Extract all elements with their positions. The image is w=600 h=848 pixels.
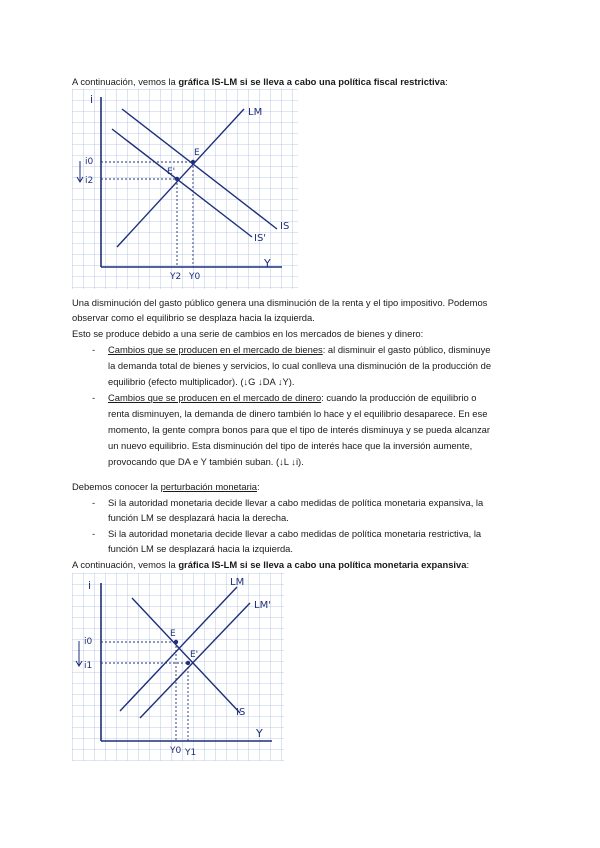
intro-fiscal-pre: A continuación, vemos la xyxy=(72,76,179,87)
bullet-restrictive-line2: función LM se desplazará hacia la izquierda. xyxy=(108,543,294,554)
is-label: IS xyxy=(236,707,246,718)
bullet-goods-line2: la demanda total de bienes y servicios, lo cual conlleva una disminución de la producción de xyxy=(108,360,492,371)
lm-prime-label: LM' xyxy=(254,600,271,611)
e-label: E xyxy=(194,148,200,158)
i1-label: i1 xyxy=(84,661,93,671)
axis-x-label: Y xyxy=(264,257,271,270)
bullet-expansive-line2: función LM se desplazará hacia la derecha. xyxy=(108,512,289,523)
y0-label: Y0 xyxy=(170,746,182,756)
bullet-marker: - xyxy=(92,497,96,508)
bullet-money-line1 xyxy=(108,391,528,404)
e-prime-label: E' xyxy=(190,650,199,660)
bullet-money-line2: renta disminuyen, la demanda de dinero también lo hace y el equilibrio desaparece. En ese xyxy=(108,408,488,419)
bullet-marker: - xyxy=(92,392,96,403)
bullet-goods-title: Cambios que se producen en el mercado de bienes xyxy=(108,344,323,355)
is-label: IS xyxy=(280,221,290,232)
axis-y-label: i xyxy=(90,93,94,106)
bullet-goods-rest: : al disminuir el gasto público, disminuye xyxy=(322,344,491,355)
bullet-money-line4: un nuevo equilibrio. Esta disminución del tipo de interés hace que la inversión aumente, xyxy=(108,440,473,451)
para2-post: : xyxy=(257,481,260,492)
axis-y-label: i xyxy=(88,579,92,592)
intro-monetary-post: : xyxy=(466,559,470,570)
bullet-money-title: Cambios que se producen en el mercado de dinero xyxy=(108,392,322,403)
bullet-marker: - xyxy=(92,344,96,355)
is-prime-label: IS' xyxy=(254,233,267,244)
point-e xyxy=(174,640,178,644)
bullet-restrictive-line1: Si la autoridad monetaria decide llevar a cabo medidas de política monetaria restrictiva, la xyxy=(108,528,482,539)
bullet-goods-line3: equilibrio (efecto multiplicador). (↓G ↓DA ↓Y). xyxy=(108,376,295,387)
point-e xyxy=(191,160,195,164)
bullet-goods-line1 xyxy=(108,343,528,356)
intro-monetary-bold: gráfica IS-LM si se lleva a cabo una política monetaria expansiva xyxy=(178,559,467,570)
i0-label: i0 xyxy=(85,157,94,167)
islm-fiscal-graph xyxy=(72,89,298,289)
intro-monetary-pre: A continuación, vemos la xyxy=(72,559,179,570)
point-e-prime xyxy=(175,177,179,181)
y0-label: Y0 xyxy=(189,272,201,282)
e-label: E xyxy=(170,629,176,639)
bullet-money-rest: : cuando la producción de equilibrio o xyxy=(321,392,477,403)
para1-line1: Una disminución del gasto público genera una disminución de la renta y el tipo impositivo. Podemos xyxy=(72,297,488,308)
i0-label: i0 xyxy=(84,637,93,647)
graph-paper xyxy=(72,573,284,761)
y1-label: Y1 xyxy=(185,748,197,758)
lm-label: LM xyxy=(230,577,245,588)
para1-line2: observar como el equilibrio se desplaza hacia la izquierda. xyxy=(72,312,315,323)
para2-underlined: perturbación monetaria xyxy=(160,481,258,492)
i2-label: i2 xyxy=(85,176,94,186)
para2 xyxy=(72,480,532,493)
y2-label: Y2 xyxy=(170,272,182,282)
intro-fiscal-bold: gráfica IS-LM si se lleva a cabo una política fiscal restrictiva xyxy=(178,76,446,87)
intro-fiscal-post: : xyxy=(445,76,448,87)
lm-label: LM xyxy=(248,107,263,118)
islm-monetary-graph xyxy=(72,573,284,761)
bullet-money-line5: provocando que DA e Y también suban. (↓L ↓i). xyxy=(108,456,304,467)
bullet-money-line3: momento, la gente compra bonos para que el tipo de interés disminuya y se pueda alcanzar xyxy=(108,424,490,435)
point-e-prime xyxy=(186,661,190,665)
para1-line3: Esto se produce debido a una serie de cambios en los mercados de bienes y dinero: xyxy=(72,328,424,339)
para2-pre: Debemos conocer la xyxy=(72,481,161,492)
axis-x-label: Y xyxy=(256,727,263,740)
e-prime-label: E' xyxy=(167,167,176,177)
intro-monetary xyxy=(72,558,532,571)
bullet-expansive-line1: Si la autoridad monetaria decide llevar a cabo medidas de política monetaria expansiva, la xyxy=(108,497,484,508)
intro-fiscal xyxy=(72,75,532,88)
bullet-marker: - xyxy=(92,528,96,539)
